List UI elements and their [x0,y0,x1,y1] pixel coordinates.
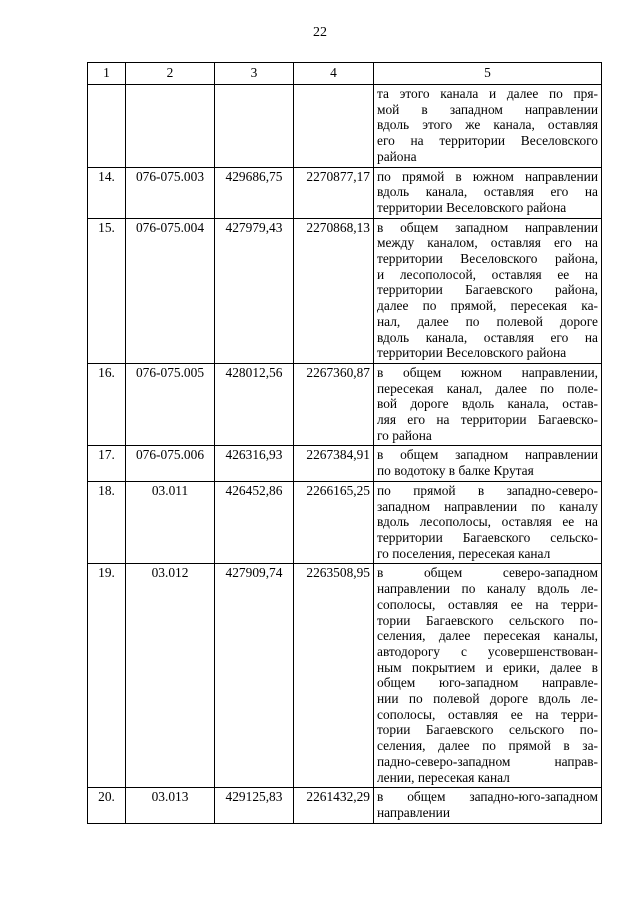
header-col-4: 4 [294,63,374,85]
description-line: общем юго-западном направле- [377,675,598,691]
description-line: направлении [377,804,451,820]
table-row [88,85,602,168]
header-row [88,63,602,85]
point-code-cell: 076-075.004 [126,218,215,363]
description-line: ляя его на территории Багаевско- [377,412,598,428]
description-line: та этого канала и далее по пря- [377,86,598,101]
description-line: западном направлении по каналу [377,498,598,514]
point-code-cell [126,85,215,168]
boundary-description-cell [374,788,602,823]
description-line: вдоль этого же канала, оставляя [377,117,598,133]
table-row [88,788,602,823]
description-line: направлении по каналу вдоль ле- [377,581,598,597]
description-line: пересекая канал, далее по поле- [377,380,598,396]
y-coordinate-cell: 2267384,91 [294,446,374,481]
description-line: тории Багаевского сельского по- [377,722,598,738]
description-line: по водотоку в балке Крутая [377,463,534,479]
description-line: нии по полевой дороге вдоль ле- [377,691,598,707]
point-number-cell: 19. [88,564,126,788]
description-line: вдоль канала, оставляя его на [377,184,598,200]
description-line: вой дороге вдоль канала, остав- [377,396,598,412]
header-col-1: 1 [88,63,126,85]
y-coordinate-cell: 2263508,95 [294,564,374,788]
description-line: селения, далее пересекая каналы, [377,628,598,644]
point-code-cell: 03.013 [126,788,215,823]
description-line: падно-северо-западном направ- [377,753,598,769]
description-line: между каналом, оставляя его на [377,235,598,251]
x-coordinate-cell: 428012,56 [215,363,294,446]
point-number-cell: 14. [88,167,126,218]
x-coordinate-cell: 426316,93 [215,446,294,481]
description-line: в общем южном направлении, [377,364,598,380]
description-line: по прямой в южном направлении [377,168,598,184]
description-line: территории Багаевского сельско- [377,529,598,545]
y-coordinate-cell [294,85,374,168]
description-line: его на территории Веселовского [377,133,598,149]
point-number-cell: 18. [88,481,126,564]
point-code-cell: 03.012 [126,564,215,788]
x-coordinate-cell: 427909,74 [215,564,294,788]
description-line: вдоль лесополосы, оставляя ее на [377,514,598,530]
description-line: вдоль канала, оставляя его на [377,329,598,345]
description-line: и лесополосой, оставляя ее на [377,266,598,282]
y-coordinate-cell: 2266165,25 [294,481,374,564]
y-coordinate-cell: 2261432,29 [294,788,374,823]
point-number-cell: 16. [88,363,126,446]
table-row [88,167,602,218]
boundary-description-cell [374,85,602,168]
description-line: в общем западно-юго-западном [377,789,598,805]
description-line: го поселения, пересекая канал [377,545,551,561]
y-coordinate-cell: 2270868,13 [294,218,374,363]
point-number-cell [88,85,126,168]
x-coordinate-cell: 429686,75 [215,167,294,218]
boundary-description-cell [374,363,602,446]
description-line: тории Багаевского сельского по- [377,612,598,628]
description-line: в общем северо-западном [377,565,598,581]
boundary-description-cell [374,167,602,218]
description-line: района [377,148,417,164]
description-line: го района [377,427,432,443]
header-col-2: 2 [126,63,215,85]
table-row [88,564,602,788]
description-line: нал, далее по полевой дороге [377,313,598,329]
description-line: селения, далее по прямой в за- [377,738,598,754]
boundary-description-cell [374,218,602,363]
description-line: сополосы, оставляя ее на терри- [377,596,598,612]
header-col-3: 3 [215,63,294,85]
point-code-cell: 076-075.003 [126,167,215,218]
description-line: территории Веселовского района [377,199,567,215]
point-code-cell: 03.011 [126,481,215,564]
table-row [88,363,602,446]
point-number-cell: 17. [88,446,126,481]
point-number-cell: 15. [88,218,126,363]
point-code-cell: 076-075.005 [126,363,215,446]
x-coordinate-cell: 427979,43 [215,218,294,363]
description-line: территории Веселовского района, [377,251,598,267]
description-line: в общем западном направлении [377,219,598,235]
page-number: 22 [313,25,327,40]
description-line: автодорогу с усовершенствован- [377,643,598,659]
description-line: далее по прямой, пересекая ка- [377,298,598,314]
table-row [88,481,602,564]
x-coordinate-cell: 426452,86 [215,481,294,564]
description-line: мой в западном направлении [377,101,598,117]
boundary-description-cell [374,446,602,481]
header-col-5: 5 [374,63,602,85]
table-row [88,446,602,481]
description-line: ным покрытием и ерики, далее в [377,659,598,675]
table-header [88,63,602,85]
table-row [88,218,602,363]
description-line: территории Веселовского района [377,345,567,361]
description-line: в общем западном направлении [377,447,598,463]
point-number-cell: 20. [88,788,126,823]
boundary-description-cell [374,564,602,788]
x-coordinate-cell: 429125,83 [215,788,294,823]
table-body [88,85,602,824]
y-coordinate-cell: 2267360,87 [294,363,374,446]
description-line: по прямой в западно-северо- [377,482,598,498]
description-line: лении, пересекая канал [377,769,510,785]
y-coordinate-cell: 2270877,17 [294,167,374,218]
boundary-description-cell [374,481,602,564]
x-coordinate-cell [215,85,294,168]
point-code-cell: 076-075.006 [126,446,215,481]
description-line: территории Багаевского района, [377,282,598,298]
boundary-points-table [87,62,602,824]
description-line: сополосы, оставляя ее на терри- [377,706,598,722]
